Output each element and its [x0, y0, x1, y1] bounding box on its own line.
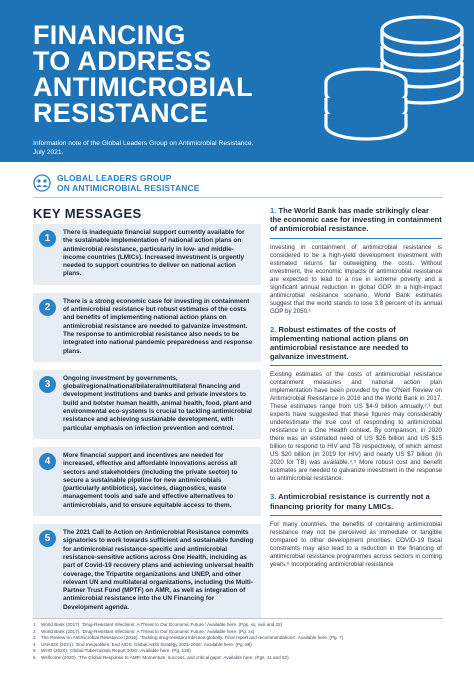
footnote-number: 2	[33, 628, 36, 634]
number-badge: 5	[39, 530, 56, 547]
logo-line: ON ANTIMICROBIAL RESISTANCE	[57, 183, 200, 193]
key-messages-list	[33, 224, 261, 626]
logo-wordmark	[57, 173, 200, 193]
key-message-item	[33, 293, 261, 362]
section-body: Existing estimates of the costs of antimicrobial resistance containment measures and national action plan implementation have been provided by the O'Neill Review on Antimicrobial Resistance in 2016 and the World Bank in 2017. These estimates range from US $4-9 billion annually,²,³ but experts have suggested that these figures may considerably underestimate the true cost of responding to antimicrobial resistance in a One Health context. By comparison, in 2020 there was an estimated need of US $26 billion and US $15 billion to respond to HIV and TB respectively, of which almost US $20 billion (in 2019 for HIV) and nearly US $7 billion (in 2020 for TB) was available.⁴,⁵ More robust cost and benefit estimates are needed to galvanize investment in the response to antimicrobial resistance.	[270, 371, 442, 483]
section-heading	[270, 206, 442, 239]
footnote	[33, 655, 443, 662]
key-message-text: The 2021 Call to Action on Antimicrobial Resistance commits signatories to work towards sufficient and sustainable funding for antimicrobial resistance-specific and antimicrobial resistance-sensitive actions across One Health, including as part of Covid-19 recovery plans and achieving universal health coverage, the Tripartite organizations and UNEP, and other relevant UN and multilateral organizations, including the Multi-Partner Trust Fund (MPTF) on AMR, as well as integration of antimicrobial resistance into the UN Financing for Development agenda.	[63, 529, 254, 611]
title-line: RESISTANCE	[33, 98, 209, 128]
number-badge: 3	[39, 376, 56, 393]
people-circle-icon	[33, 174, 51, 192]
title-line: FINANCING	[33, 20, 186, 50]
title-line: ANTIMICROBIAL	[33, 72, 253, 102]
logo-line: GLOBAL LEADERS GROUP	[57, 173, 172, 183]
key-messages-heading: KEY MESSAGES	[33, 206, 142, 221]
section-title: Antimicrobial resistance is currently not a financing priority for many LMICs.	[270, 492, 430, 511]
title-line: TO ADDRESS	[33, 46, 212, 76]
key-message-item	[33, 447, 261, 516]
footnote-text: Wellcome (2020). 'The Global Response to AMR: Momentum, success, and critical gaps'. Available here. (Pgs. 11 and 52)	[41, 654, 289, 660]
footnote	[33, 648, 443, 655]
subtitle-line: July 2021.	[33, 149, 64, 156]
section-title: Robust estimates of the costs of implementing national action plans on antimicrobial resistance are needed to galvanize investment.	[270, 324, 409, 362]
glg-amr-logo	[33, 173, 200, 193]
document-title	[33, 22, 253, 126]
footnote-number: 6	[33, 654, 36, 660]
coin-stack-icon	[294, 0, 474, 162]
number-badge: 1	[39, 230, 56, 247]
key-message-text: There is inadequate financial support currently available for the sustainable implementation of national action plans on antimicrobial resistance, particularly in low- and middle-income countries (LMICs). Increased investment is urgently needed to support countries to deliver on national action plans.	[63, 229, 245, 278]
key-message-item	[33, 370, 261, 439]
footnote-text: UNAIDS (2021). 'End Inequalities. End AIDS. Global AIDS Strategy 2021-2026'. Available here. (Pg. 88)	[41, 641, 252, 647]
key-message-text: Ongoing investment by governments, global/regional/national/bilateral/multilateral financing and development institutions and banks and private investors to build and bolster human health, animal health, food, plant and environmental eco-systems is crucial to tackling antimicrobial resistance and achieving sustainable development, with particular emphasis on infection prevention and control.	[63, 374, 252, 432]
footnote-number: 1	[33, 622, 36, 627]
footnote	[33, 635, 443, 642]
key-message-text: More financial support and incentives are needed for increased, effective and affordable innovations across all sectors and stakeholders (including the private sector) to secure a sustainable pipeline for new antimicrobials (particularly antibiotics), vaccines, diagnostics, waste management tools and safe and effective alternatives to antimicrobials, and to ensure equitable access to them.	[63, 451, 238, 509]
footnote-number: 5	[33, 648, 36, 654]
footnote-text: WHO (2020). 'Global Tuberculosis Report 2020'. Available here. (Pg. 129)	[41, 648, 191, 654]
body-column	[270, 206, 442, 578]
footnote	[33, 629, 443, 636]
section-heading	[270, 325, 442, 367]
section-number: 2.	[270, 324, 277, 334]
section-number: 3.	[270, 492, 277, 502]
footnote-number: 4	[33, 641, 36, 647]
footnote-text: World Bank (2017). 'Drug-Resistant Infections: A Threat to Our Economic Future.' Available here. (Pg. xx)	[41, 628, 255, 634]
number-badge: 4	[39, 453, 56, 470]
title-banner	[0, 0, 474, 162]
footnote-text: The Review on Antimicrobial Resistance (2016). 'Tackling drug-resistant infection globally: Final report and recommendations'. Available here. (Pg. 7)	[41, 635, 344, 641]
subtitle-line: Information note of the Global Leaders Group on Antimicrobial Resistance.	[33, 140, 254, 147]
section-title: The World Bank has made strikingly clear the economic case for investing in containment of antimicrobial resistance.	[270, 206, 442, 234]
key-message-text: There is a strong economic case for investing in containment of antimicrobial resistance but robust estimates of the costs and benefits of implementing national action plans on antimicrobial resistance are needed to galvanize investment. The response to antimicrobial resistance also needs to be integrated into national pandemic preparedness and response plans.	[63, 297, 253, 355]
footnote-number: 3	[33, 635, 36, 641]
section-body: Investing in containment of antimicrobial resistance is considered to be a high-yield development investment with estimated returns far outweighing the costs. Without investment, the economic impacts of antimicrobial resistance are expected to lead to a rise in extreme poverty and a significant annual reduction in global GDP. In a high-impact antimicrobial resistance scenario, World Bank estimates suggest that the world stands to lose 3.8 percent of its annual GDP by 2050.¹	[270, 243, 442, 315]
footnotes	[33, 618, 443, 662]
section-body: For many countries, the benefits of containing antimicrobial resistance may not be perceived as immediate or tangible compared to other development priorities. COVID-19 fiscal constraints may also lead to a reduction in the financing of antimicrobial resistance programmes across sectors in coming years.⁶ Incorporating antimicrobial resistance	[270, 520, 442, 568]
footnote-text: World Bank (2017). 'Drug-Resistant Infections: A Threat to Our Economic Future.' Available here. (Pgs. xx, xviii and 22)	[41, 622, 283, 627]
section-number: 1.	[270, 206, 277, 215]
key-message-item	[33, 224, 261, 285]
number-badge: 2	[39, 299, 56, 316]
document-subtitle	[33, 139, 313, 157]
section-heading	[270, 492, 442, 515]
divider	[33, 197, 443, 198]
key-message-item	[33, 524, 261, 618]
footnote	[33, 642, 443, 649]
footnote	[33, 622, 443, 629]
